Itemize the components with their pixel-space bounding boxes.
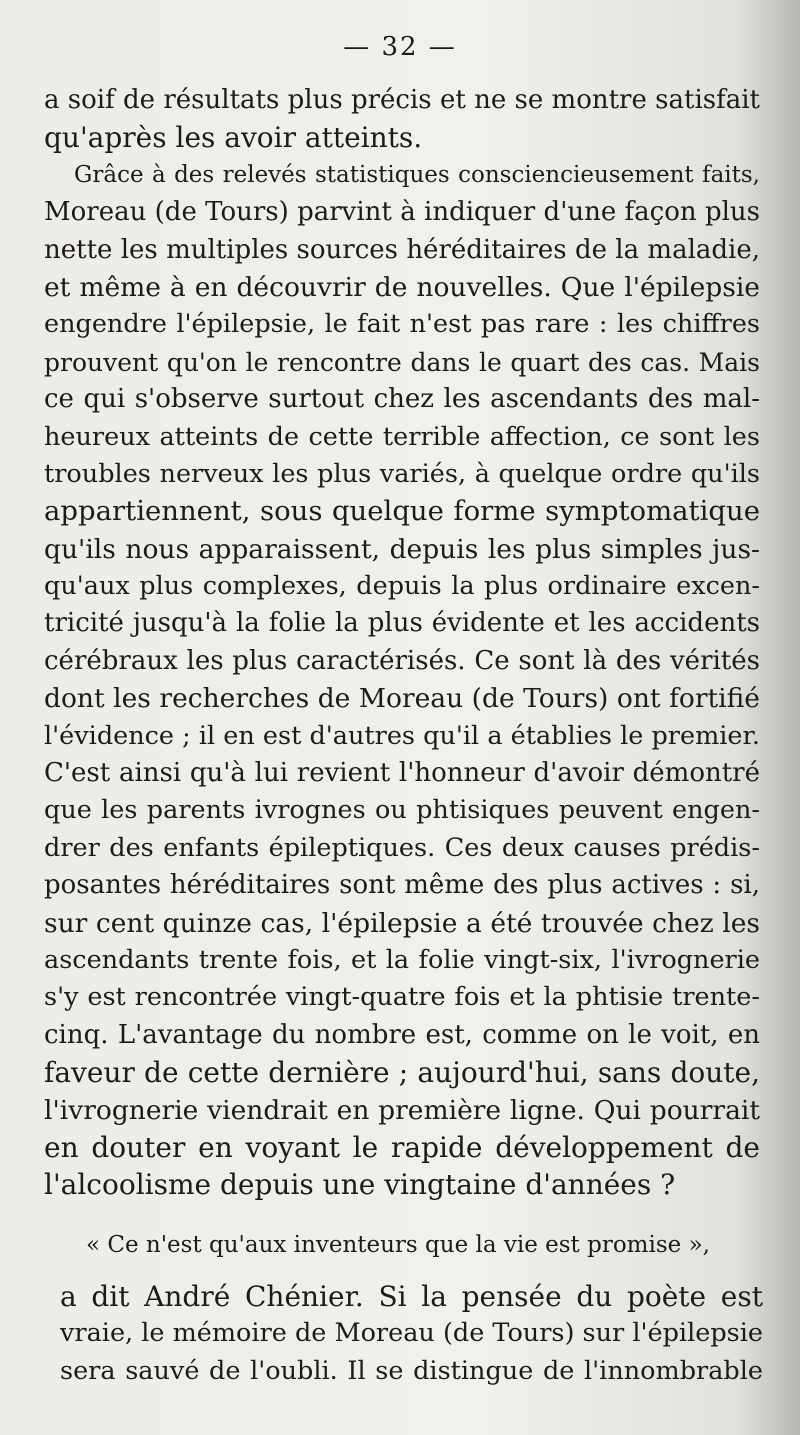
text-line: appartiennent, sous quelque forme symptomatique [44,495,760,528]
text-line: cérébraux les plus caractérisés. Ce sont là des vérités [44,645,760,676]
text-line: prouvent qu'on le rencontre dans le quart des cas. Mais [44,347,760,377]
text-line: a soif de résultats plus précis et ne se montre satisfait [44,85,760,115]
text-line: drer des enfants épileptiques. Ces deux causes prédis- [44,832,760,863]
text-line: faveur de cette dernière ; aujourd'hui, sans doute, [44,1056,760,1090]
text-line: que les parents ivrognes ou phtisiques peuvent engen- [44,795,760,826]
text-line: l'alcoolisme depuis une vingtaine d'années ? [44,1168,676,1202]
text-line: engendre l'épilepsie, le fait n'est pas rare : les chiffres [44,309,760,340]
text-line: l'évidence ; il en est d'autres qu'il a établies le premier. [44,720,760,751]
text-line: troubles nerveux les plus variés, à quelque ordre qu'ils [44,458,760,489]
text-line: ascendants trente fois, et la folie vingt-six, l'ivrognerie [44,944,760,975]
text-line: s'y est rencontrée vingt-quatre fois et la phtisie trente- [44,982,760,1013]
text-line: qu'ils nous apparaissent, depuis les plus simples jus- [44,533,760,565]
text-line: qu'aux plus complexes, depuis la plus ordinaire excen- [44,571,760,602]
text-line: ce qui s'observe surtout chez les ascendants des mal- [44,384,760,415]
text-line: a dit André Chénier. Si la pensée du poète est [60,1280,763,1313]
block-quote: « Ce n'est qu'aux inventeurs que la vie est promise », [86,1232,710,1258]
text-line: C'est ainsi qu'à lui revient l'honneur d'avoir démontré [44,758,760,789]
text-line: vraie, le mémoire de Moreau (de Tours) sur l'épilepsie [60,1318,763,1349]
text-line: en douter en voyant le rapide développement de [44,1130,760,1164]
text-line: et même à en découvrir de nouvelles. Que l'épilepsie [44,271,760,303]
text-line: sur cent quinze cas, l'épilepsie a été trouvée chez les [44,907,760,939]
body-text-continued [60,1278,763,1390]
text-line: cinq. L'avantage du nombre est, comme on le voit, en [44,1019,760,1050]
text-line: nette les multiples sources héréditaires de la maladie, [44,234,760,265]
text-line: posantes héréditaires sont même des plus actives : si, [44,870,760,901]
text-line: Grâce à des relevés statistiques consciencieusement faits, [74,161,760,188]
body-text [44,82,760,1204]
text-line: dont les recherches de Moreau (de Tours) ont fortifié [44,683,760,715]
text-line: qu'après les avoir atteints. [44,121,423,155]
text-line: sera sauvé de l'oubli. Il se distingue de l'innombrable [60,1355,763,1386]
text-line: l'ivrognerie viendrait en première ligne. Qui pourrait [44,1094,760,1126]
page-number: — 32 — [343,32,457,62]
text-line: tricité jusqu'à la folie la plus évidente et les accidents [44,608,760,639]
text-line: heureux atteints de cette terrible affection, ce sont les [44,421,760,452]
text-line: Moreau (de Tours) parvint à indiquer d'une façon plus [44,197,760,228]
